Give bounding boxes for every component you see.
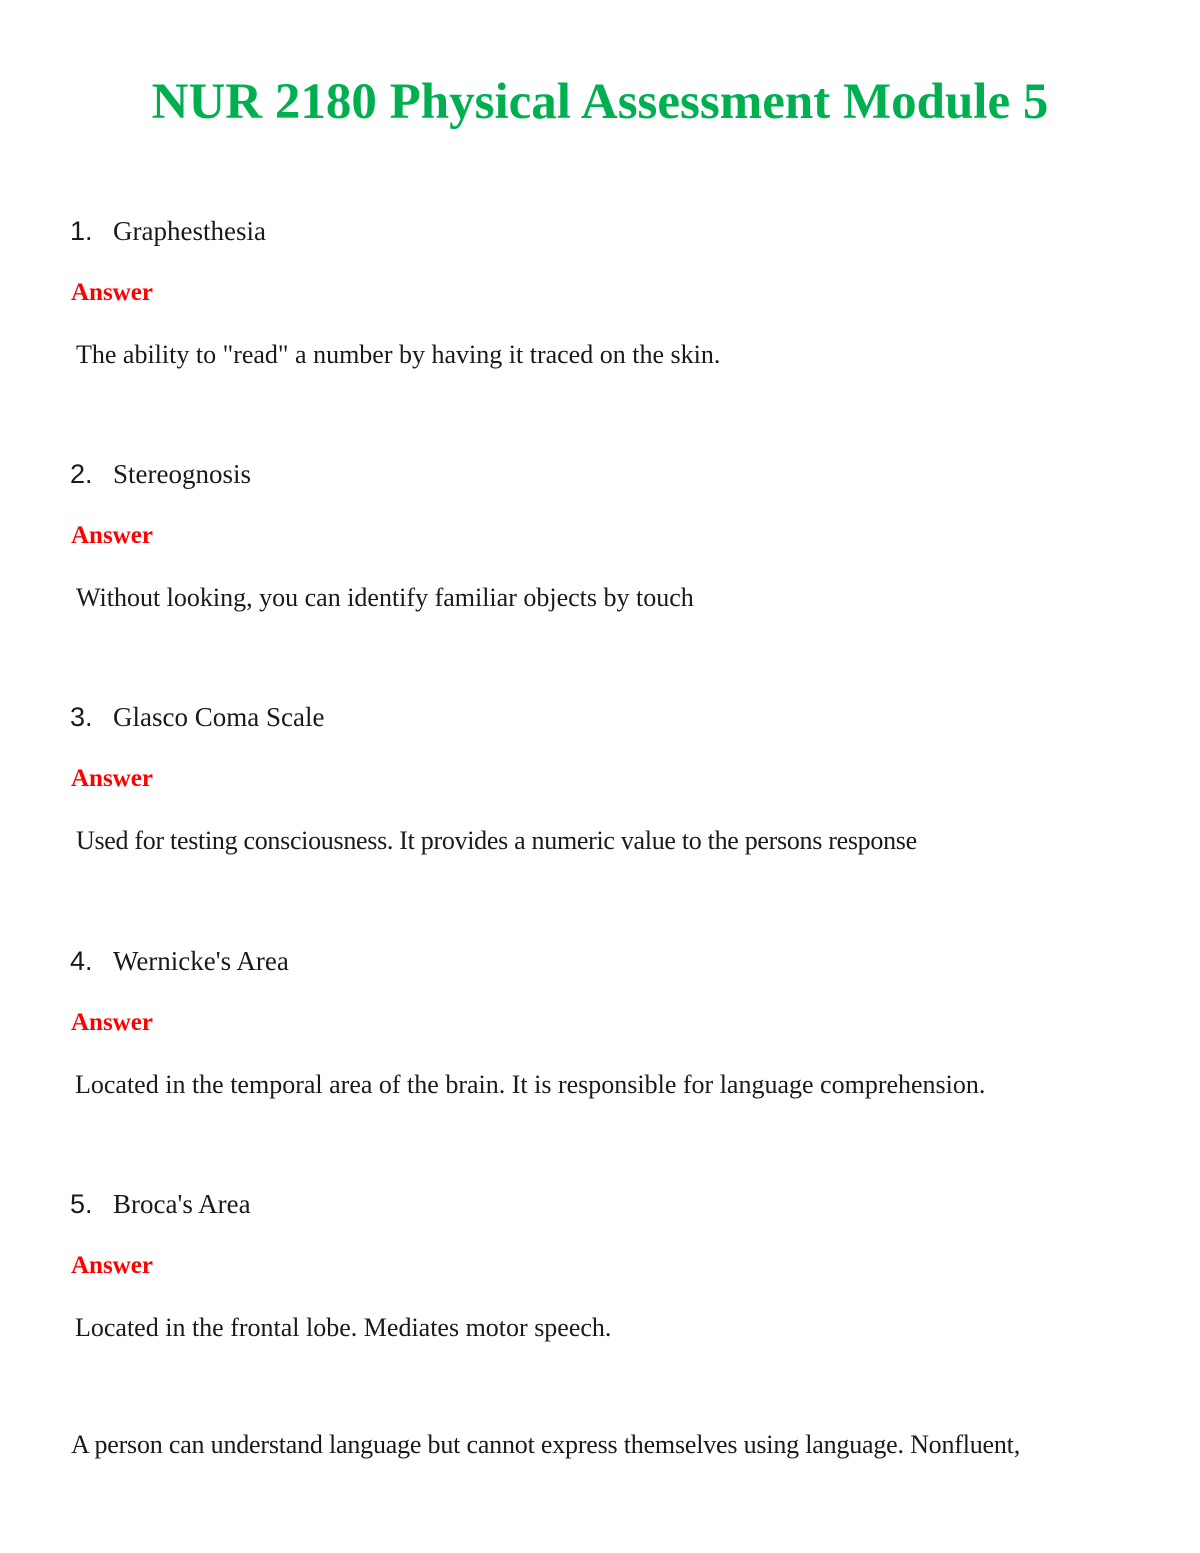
question-term: Broca's Area bbox=[113, 1189, 251, 1219]
answer-label: Answer bbox=[71, 522, 153, 549]
question-4 bbox=[70, 944, 289, 978]
question-term: Wernicke's Area bbox=[113, 946, 289, 976]
question-number: 3. bbox=[70, 702, 93, 732]
question-number: 4. bbox=[70, 946, 93, 976]
question-term: Stereognosis bbox=[113, 459, 251, 489]
answer-label: Answer bbox=[71, 1252, 153, 1279]
question-term: Glasco Coma Scale bbox=[113, 702, 325, 732]
answer-text: The ability to "read" a number by having it traced on the skin. bbox=[76, 340, 721, 369]
question-number: 2. bbox=[70, 459, 93, 489]
question-number: 1. bbox=[70, 216, 93, 246]
answer-label: Answer bbox=[71, 765, 153, 792]
answer-text: Without looking, you can identify familiar objects by touch bbox=[76, 583, 694, 612]
question-2 bbox=[70, 457, 251, 491]
answer-text: Used for testing consciousness. It provides a numeric value to the persons response bbox=[76, 826, 917, 855]
continuation-paragraph: A person can understand language but cannot express themselves using language. Nonfluent, bbox=[71, 1430, 1020, 1459]
answer-text: Located in the frontal lobe. Mediates motor speech. bbox=[75, 1313, 612, 1342]
question-1 bbox=[70, 214, 266, 248]
question-number: 5. bbox=[70, 1189, 93, 1219]
page-title: NUR 2180 Physical Assessment Module 5 bbox=[151, 74, 1049, 130]
question-3 bbox=[70, 700, 324, 734]
answer-label: Answer bbox=[71, 279, 153, 306]
answer-text: Located in the temporal area of the brain. It is responsible for language comprehension. bbox=[75, 1070, 986, 1099]
question-term: Graphesthesia bbox=[113, 216, 266, 246]
answer-label: Answer bbox=[71, 1009, 153, 1036]
question-5 bbox=[70, 1187, 251, 1221]
